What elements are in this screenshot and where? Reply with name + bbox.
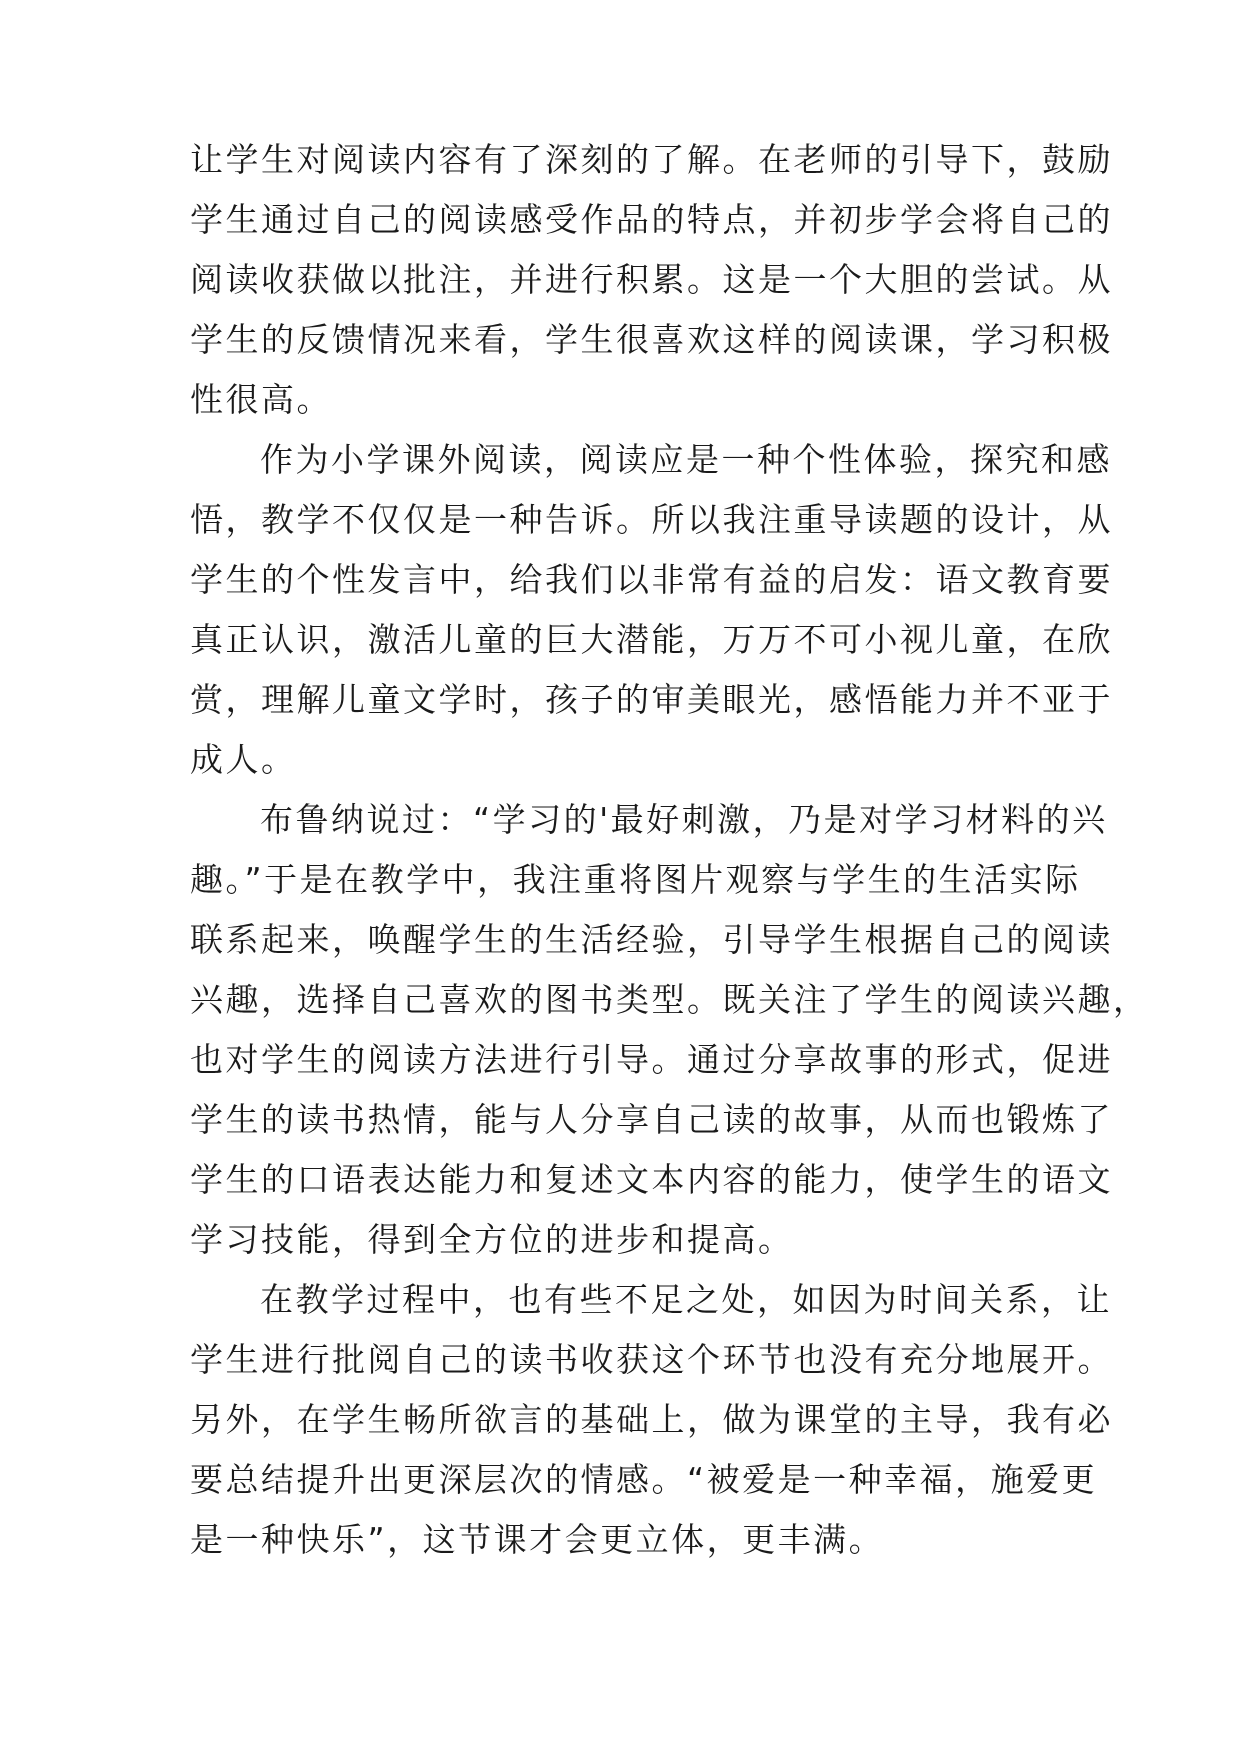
text-line: 趣。”于是在教学中，我注重将图片观察与学生的生活实际 [190,860,1081,899]
text-line: 学生的个性发言中，给我们以非常有益的启发：语文教育要 [190,560,1113,599]
text-line: 兴趣，选择自己喜欢的图书类型。既关注了学生的阅读兴趣， [190,980,1149,1019]
paragraph-1 [190,130,1113,430]
text-line: 真正认识，激活儿童的巨大潜能，万万不可小视儿童，在欣 [190,620,1113,659]
text-line: 学生的读书热情，能与人分享自己读的故事，从而也锻炼了 [190,1100,1113,1139]
paragraph-4 [190,1270,1113,1570]
text-line: 赏，理解儿童文学时，孩子的审美眼光，感悟能力并不亚于 [190,680,1113,719]
text-line: 是一种快乐”，这节课才会更立体，更丰满。 [190,1520,885,1559]
text-line: 在教学过程中，也有些不足之处，如因为时间关系，让 [260,1280,1112,1319]
text-line: 阅读收获做以批注，并进行积累。这是一个大胆的尝试。从 [190,260,1113,299]
text-line: 性很高。 [190,380,332,419]
text-line: 学习技能，得到全方位的进步和提高。 [190,1220,794,1259]
text-line: 另外，在学生畅所欲言的基础上，做为课堂的主导，我有必 [190,1400,1113,1439]
paragraph-3 [190,790,1149,1270]
text-line: 学生进行批阅自己的读书收获这个环节也没有充分地展开。 [190,1340,1113,1379]
text-line: 学生的口语表达能力和复述文本内容的能力，使学生的语文 [190,1160,1113,1199]
text-line: 布鲁纳说过：“学习的'最好刺激，乃是对学习材料的兴 [260,800,1108,839]
text-line: 悟，教学不仅仅是一种告诉。所以我注重导读题的设计，从 [190,500,1113,539]
text-line: 作为小学课外阅读，阅读应是一种个性体验，探究和感 [260,440,1112,479]
text-line: 学生通过自己的阅读感受作品的特点，并初步学会将自己的 [190,200,1113,239]
text-line: 要总结提升出更深层次的情感。“被爱是一种幸福，施爱更 [190,1460,1098,1499]
text-line: 学生的反馈情况来看，学生很喜欢这样的阅读课，学习积极 [190,320,1113,359]
paragraph-2 [190,430,1113,790]
text-line: 联系起来，唤醒学生的生活经验，引导学生根据自己的阅读 [190,920,1113,959]
text-line: 成人。 [190,740,297,779]
document-body [190,130,1149,1570]
text-line: 也对学生的阅读方法进行引导。通过分享故事的形式，促进 [190,1040,1113,1079]
text-line: 让学生对阅读内容有了深刻的了解。在老师的引导下，鼓励 [190,140,1113,179]
